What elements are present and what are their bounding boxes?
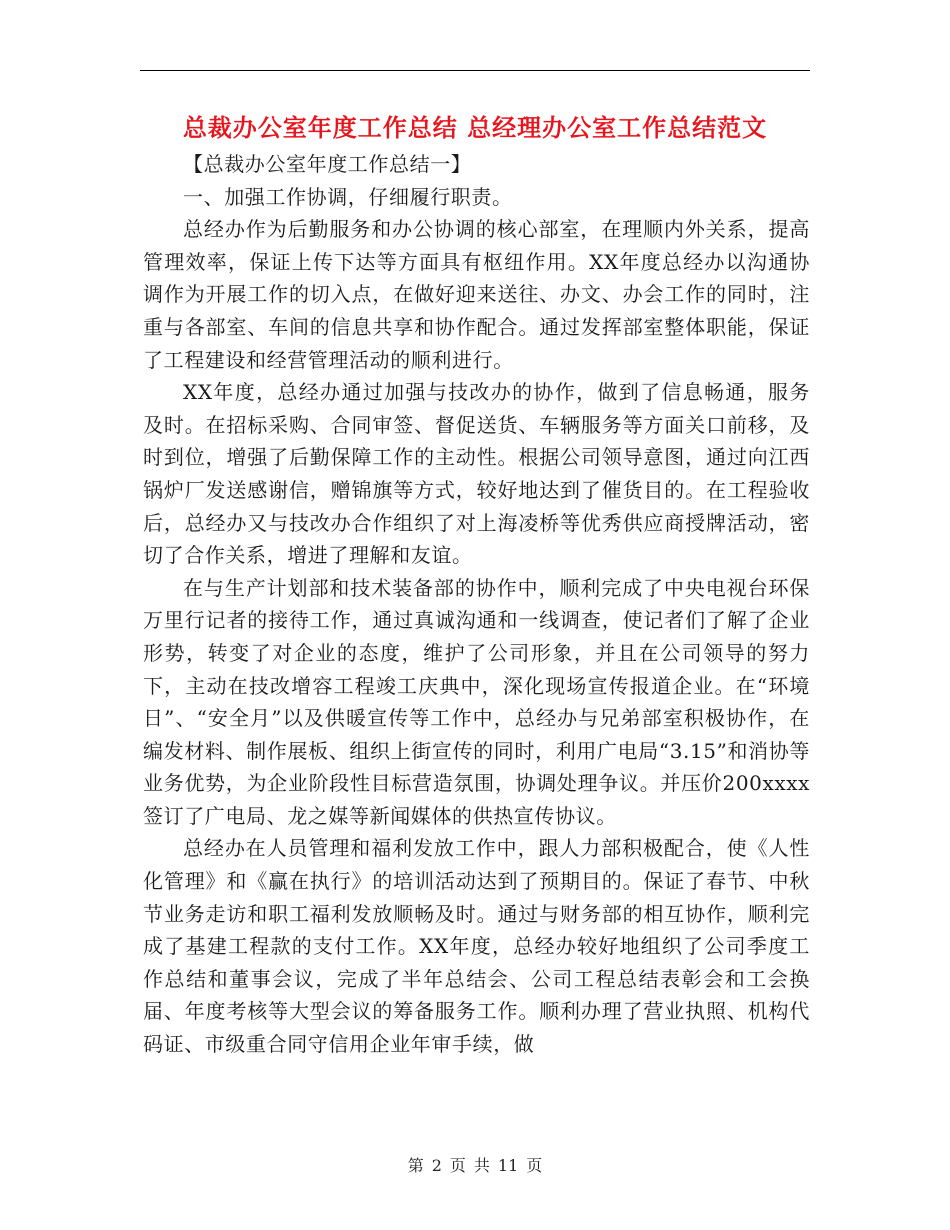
body-paragraph: 总经办作为后勤服务和办公协调的核心部室，在理顺内外关系，提高管理效率，保证上传下达等方面具有枢纽作用。XX年度总经办以沟通协调作为开展工作的切入点，在做好迎来送往、办文、办会工作的同时，注重与各部室、车间的信息共享和协作配合。通过发挥部室整体职能，保证了工程建设和经营管理活动的顺利进行。 bbox=[143, 217, 810, 372]
page-number bbox=[0, 1153, 950, 1176]
body-paragraph: XX年度，总经办通过加强与技改办的协作，做到了信息畅通，服务及时。在招标采购、合同审签、督促送货、车辆服务等方面关口前移，及时到位，增强了后勤保障工作的主动性。根据公司领导意图，通过向江西锅炉厂发送感谢信，赠锦旗等方式，较好地达到了催货目的。在工程验收后，总经办又与技改办合作组织了对上海凌桥等优秀供应商授牌活动，密切了合作关系，增进了理解和友谊。 bbox=[143, 380, 810, 568]
document-title: 总裁办公室年度工作总结 总经理办公室工作总结范文 bbox=[182, 113, 768, 142]
subsection-heading: 一、加强工作协调，仔细履行职责。 bbox=[183, 184, 513, 209]
body-paragraph: 总经办在人员管理和福利发放工作中，跟人力部积极配合，使《人性化管理》和《赢在执行》的培训活动达到了预期目的。保证了春节、中秋节业务走访和职工福利发放顺畅及时。通过与财务部的相互协作，顺利完成了基建工程款的支付工作。XX年度，总经办较好地组织了公司季度工作总结和董事会议，完成了半年总结会、公司工程总结表彰会和工会换届、年度考核等大型会议的筹备服务工作。顺利办理了营业执照、机构代码证、市级重合同守信用企业年审手续，做 bbox=[143, 836, 810, 1057]
footer-suffix: 页 bbox=[526, 1156, 543, 1175]
footer-page-word: 页 bbox=[449, 1156, 466, 1175]
footer-prefix: 第 bbox=[407, 1156, 424, 1175]
document-body bbox=[143, 148, 810, 1061]
current-page: 2 bbox=[431, 1156, 442, 1175]
footer-total-word: 共 bbox=[473, 1156, 490, 1175]
body-paragraph: 在与生产计划部和技术装备部的协作中，顺利完成了中央电视台环保万里行记者的接待工作，通过真诚沟通和一线调查，使记者们了解了企业形势，转变了对企业的态度，维护了公司形象，并且在公司领导的努力下，主动在技改增容工程竣工庆典中，深化现场宣传报道企业。在“环境日”、“安全月”以及供暖宣传等工作中，总经办与兄弟部室积极协作，在编发材料、制作展板、组织上街宣传的同时，利用广电局“3.15”和消协等业务优势，为企业阶段性目标营造氛围，协调处理争议。并压价200xxxx签订了广电局、龙之媒等新闻媒体的供热宣传协议。 bbox=[143, 575, 810, 828]
header-rule bbox=[140, 70, 810, 71]
total-pages: 11 bbox=[497, 1156, 519, 1175]
section-heading: 【总裁办公室年度工作总结一】 bbox=[183, 152, 472, 176]
